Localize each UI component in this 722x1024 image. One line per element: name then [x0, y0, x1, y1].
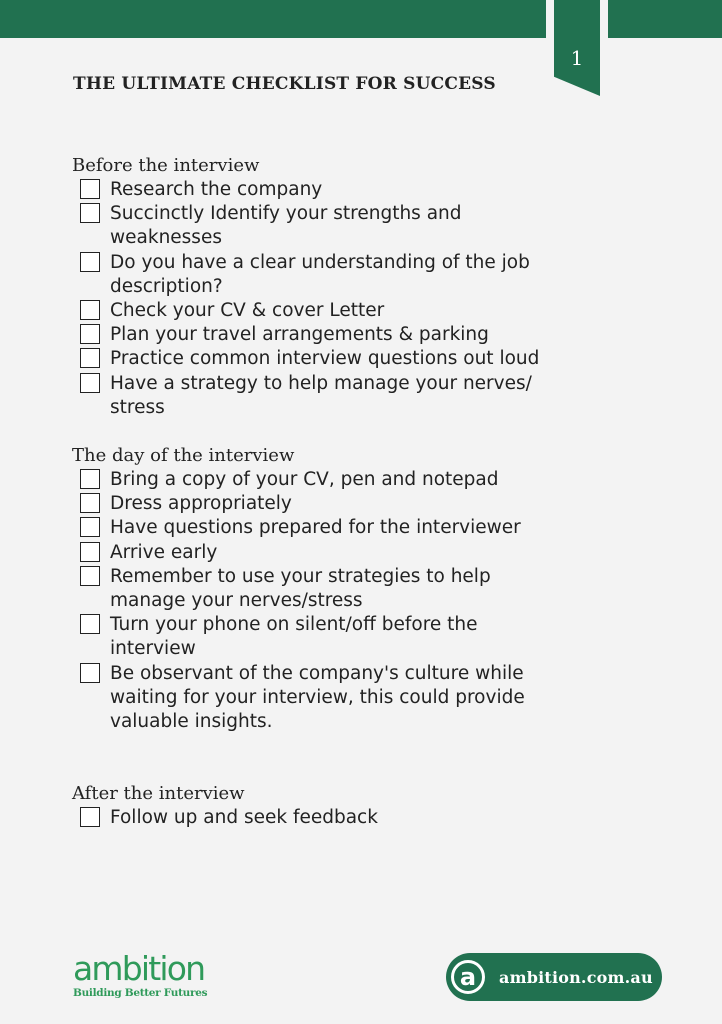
checklist-item-label: Remember to use your strategies to help manage your nerves/stress — [110, 565, 491, 612]
checkbox[interactable] — [80, 663, 100, 683]
checklist-item — [72, 202, 562, 250]
checkbox[interactable] — [80, 493, 100, 513]
checkbox[interactable] — [80, 517, 100, 537]
checklist-item-label: Be observant of the company's culture while waiting for your interview, this could provide valuable insights. — [110, 662, 525, 733]
checklist-item-label: Arrive early — [110, 541, 218, 563]
checklist — [72, 806, 562, 830]
section-before-interview — [72, 154, 562, 420]
page-title: THE ULTIMATE CHECKLIST FOR SUCCESS — [73, 74, 496, 94]
checklist — [72, 468, 562, 734]
checklist-item — [72, 372, 562, 420]
checkbox[interactable] — [80, 807, 100, 827]
checklist-item — [72, 541, 562, 565]
checkbox[interactable] — [80, 324, 100, 344]
checkbox[interactable] — [80, 179, 100, 199]
checklist-item-label: Check your CV & cover Letter — [110, 300, 385, 322]
checkbox[interactable] — [80, 614, 100, 634]
checklist-item — [72, 251, 562, 299]
checklist-item — [72, 347, 562, 371]
checklist-item-label: Have a strategy to help manage your nerves/ stress — [110, 372, 532, 418]
checkbox[interactable] — [80, 203, 100, 223]
website-url: ambition.com.au — [499, 967, 653, 987]
header-bar-left — [0, 0, 546, 38]
checklist-item — [72, 662, 562, 735]
checkbox[interactable] — [80, 373, 100, 393]
website-link[interactable] — [446, 953, 662, 1001]
ambition-logo — [73, 950, 213, 999]
checklist-item — [72, 468, 562, 492]
checkbox[interactable] — [80, 542, 100, 562]
page-number: 1 — [570, 46, 584, 70]
section-after-interview — [72, 782, 562, 830]
section-day-of-interview — [72, 444, 562, 734]
checklist — [72, 178, 562, 420]
checklist-item — [72, 323, 562, 347]
checklist-item-label: Dress appropriately — [110, 493, 292, 515]
checklist-item-label: Plan your travel arrangements & parking — [110, 324, 489, 346]
checklist-item — [72, 178, 562, 202]
checklist-item — [72, 299, 562, 323]
checkbox[interactable] — [80, 566, 100, 586]
checklist-item-label: Follow up and seek feedback — [110, 807, 378, 828]
checklist-item-label: Succinctly Identify your strengths and weaknesses — [110, 203, 462, 249]
checkbox[interactable] — [80, 348, 100, 368]
checklist-item-label: Have questions prepared for the interviewer — [110, 517, 521, 539]
logo-wordmark: ambition — [73, 949, 205, 988]
checkbox[interactable] — [80, 252, 100, 272]
section-heading: After the interview — [72, 783, 245, 804]
checkbox[interactable] — [80, 469, 100, 489]
checklist-item — [72, 806, 562, 830]
checkbox[interactable] — [80, 300, 100, 320]
checklist-item — [72, 492, 562, 516]
checklist-item — [72, 613, 562, 661]
checklist-item — [72, 565, 562, 613]
checklist-item-label: Research the company — [110, 179, 323, 200]
ambition-a-icon: a — [451, 960, 485, 994]
checklist-item — [72, 516, 562, 540]
checklist-item-label: Turn your phone on silent/off before the interview — [110, 614, 478, 660]
checklist-item-label: Do you have a clear understanding of the job description? — [110, 251, 530, 297]
logo-tagline: Building Better Futures — [73, 987, 208, 999]
header-bar-right — [608, 0, 722, 38]
section-heading: Before the interview — [72, 155, 260, 176]
section-heading: The day of the interview — [72, 445, 295, 466]
checklist-item-label: Bring a copy of your CV, pen and notepad — [110, 469, 499, 490]
checklist-item-label: Practice common interview questions out loud — [110, 348, 540, 370]
